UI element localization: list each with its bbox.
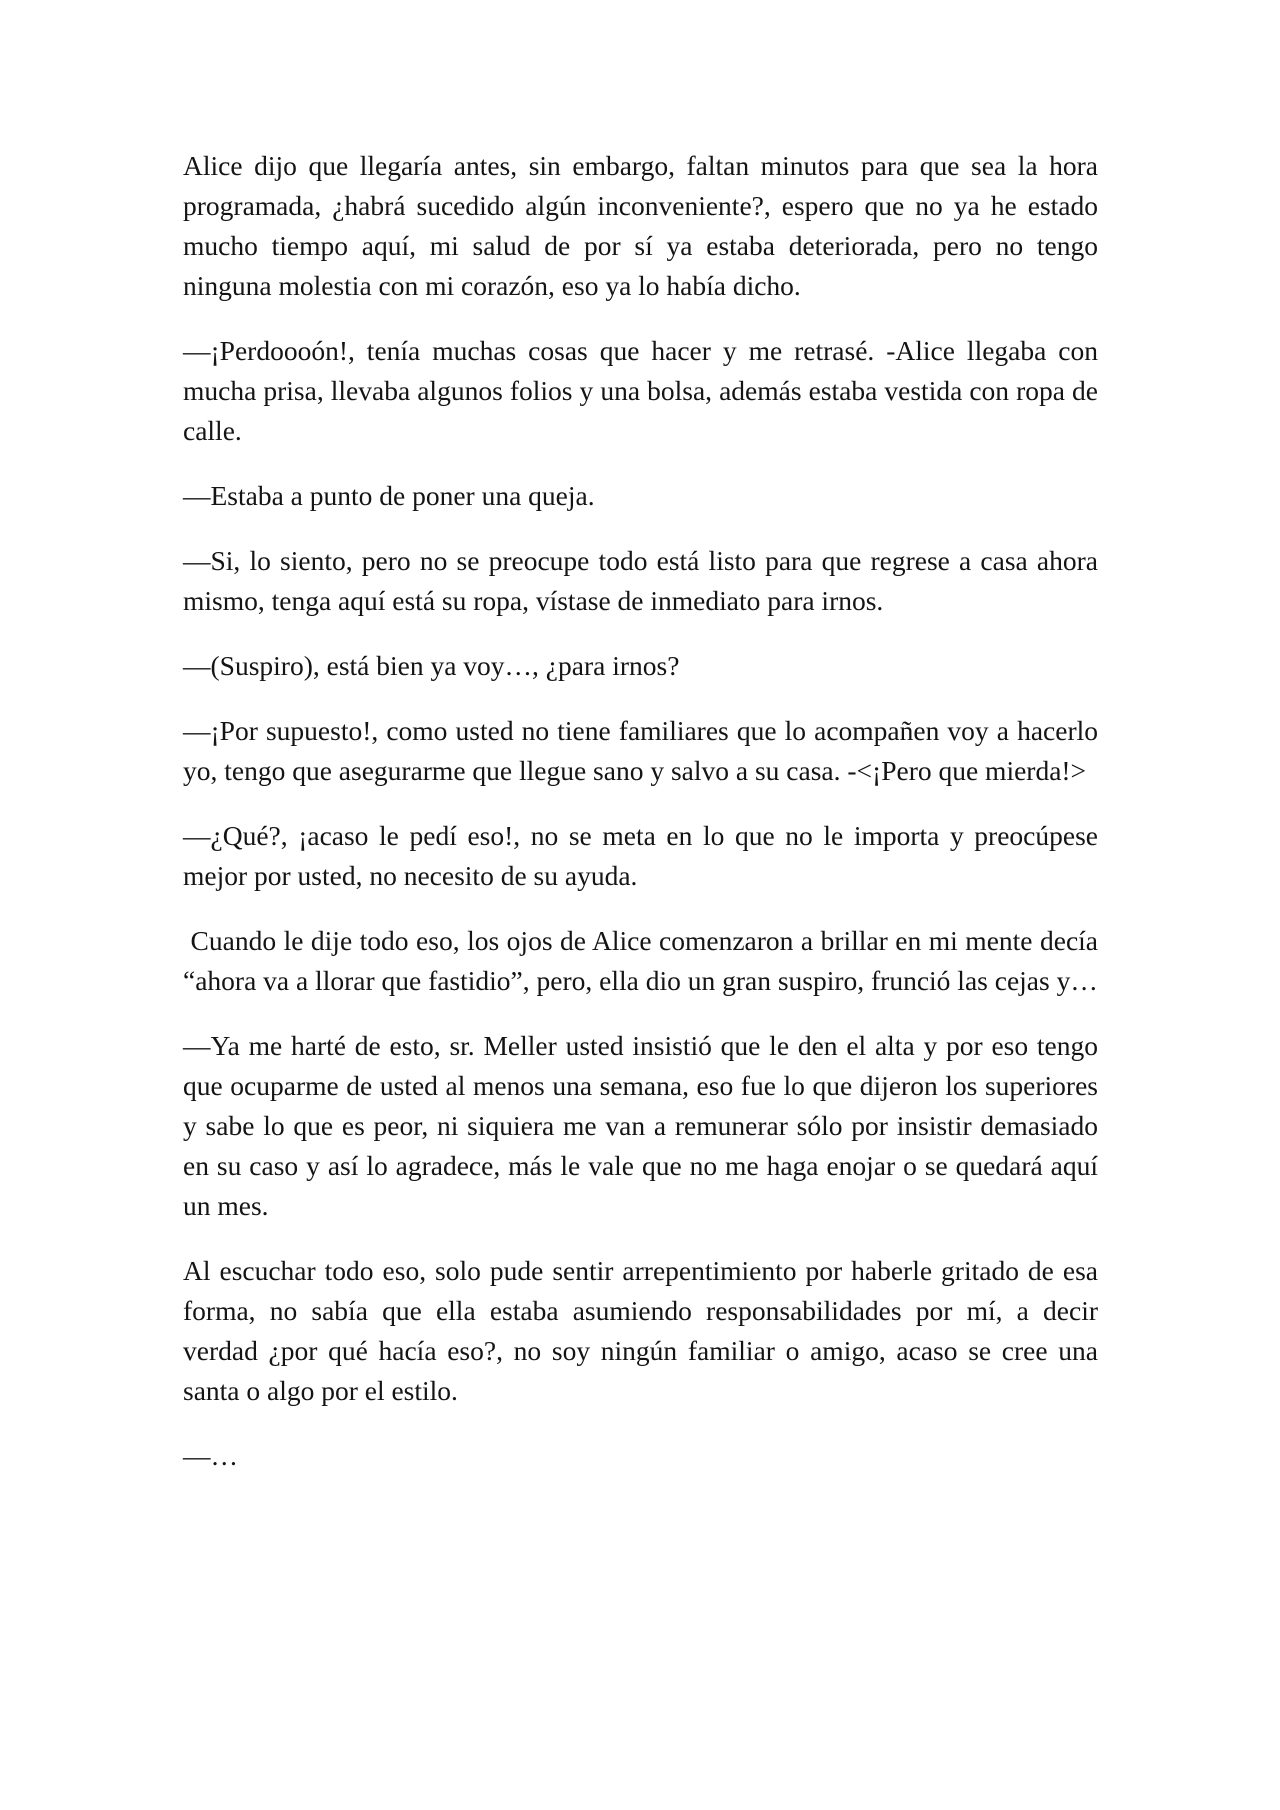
paragraph: Cuando le dije todo eso, los ojos de Alice comenzaron a brillar en mi mente decía “ahora va a llorar que fastidio”, pero, ella dio un gran suspiro, frunció las cejas y… [183,925,1105,996]
paragraph: —Si, lo siento, pero no se preocupe todo está listo para que regrese a casa ahora mismo, tenga aquí está su ropa, vístase de inmediato para irnos. [183,545,1098,616]
paragraph: —¿Qué?, ¡acaso le pedí eso!, no se meta en lo que no le importa y preocúpese mejor por usted, no necesito de su ayuda. [183,820,1098,891]
document-body [183,146,1105,1501]
paragraph: Al escuchar todo eso, solo pude sentir arrepentimiento por haberle gritado de esa forma, no sabía que ella estaba asumiendo responsabilidades por mí, a decir verdad ¿por qué hacía eso?, no soy ningún familiar o amigo, acaso se cree una santa o algo por el estilo. [183,1255,1098,1406]
paragraph: —¡Perdoooón!, tenía muchas cosas que hacer y me retrasé. -Alice llegaba con mucha prisa, llevaba algunos folios y una bolsa, además estaba vestida con ropa de calle. [183,335,1098,446]
paragraph: —Ya me harté de esto, sr. Meller usted insistió que le den el alta y por eso tengo que ocuparme de usted al menos una semana, eso fue lo que dijeron los superiores y sabe lo que es peor, ni siquiera me van a remunerar sólo por insistir demasiado en su caso y así lo agradece, más le vale que no me haga enojar o se quedará aquí un mes. [183,1030,1098,1221]
paragraph: —(Suspiro), está bien ya voy…, ¿para irnos? [183,650,680,681]
paragraph: —¡Por supuesto!, como usted no tiene familiares que lo acompañen voy a hacerlo yo, tengo que asegurarme que llegue sano y salvo a su casa. -<¡Pero que mierda!> [183,715,1098,786]
paragraph: —… [183,1440,238,1471]
paragraph: —Estaba a punto de poner una queja. [183,480,595,511]
paragraph: Alice dijo que llegaría antes, sin embargo, faltan minutos para que sea la hora programada, ¿habrá sucedido algún inconveniente?, espero que no ya he estado mucho tiempo aquí, mi salud de por sí ya estaba deteriorada, pero no tengo ninguna molestia con mi corazón, eso ya lo había dicho. [183,150,1098,301]
